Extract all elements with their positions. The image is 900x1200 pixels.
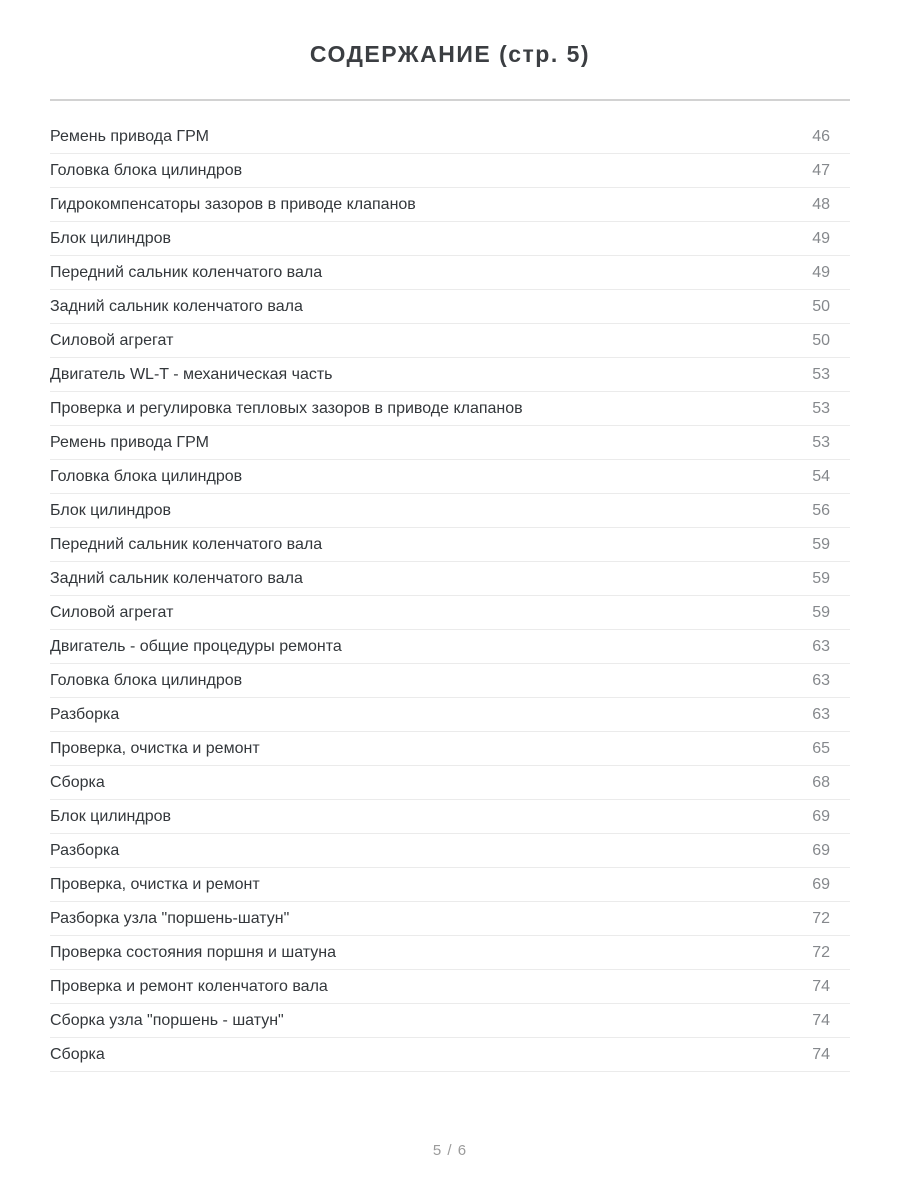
toc-entry-label: Передний сальник коленчатого вала — [50, 535, 323, 553]
toc-entry-label: Проверка и ремонт коленчатого вала — [50, 977, 328, 995]
toc-entry — [50, 562, 850, 596]
toc-entry-label: Ремень привода ГРМ — [50, 127, 209, 145]
toc-entry-page-number: 53 — [812, 365, 830, 383]
toc-entry-page-number: 59 — [812, 603, 830, 621]
toc-entry — [50, 392, 850, 426]
toc-entry-label: Сборка — [50, 773, 105, 791]
toc-entry-page-number: 74 — [812, 1011, 830, 1029]
toc-entry-label: Задний сальник коленчатого вала — [50, 569, 303, 587]
toc-entry-page-number: 49 — [812, 263, 830, 281]
toc-entry-page-number: 53 — [812, 433, 830, 451]
toc-entry-page-number: 59 — [812, 535, 830, 553]
toc-entry-label: Проверка и регулировка тепловых зазоров в приводе клапанов — [50, 399, 523, 417]
toc-entry — [50, 868, 850, 902]
toc-entry — [50, 902, 850, 936]
toc-entry-page-number: 49 — [812, 229, 830, 247]
toc-entry — [50, 256, 850, 290]
toc-entry-page-number: 50 — [812, 331, 830, 349]
toc-entry-page-number: 56 — [812, 501, 830, 519]
toc-entry-label: Проверка состояния поршня и шатуна — [50, 943, 337, 961]
toc-entry-page-number: 48 — [812, 195, 830, 213]
toc-entry-page-number: 72 — [812, 909, 830, 927]
toc-entry-page-number: 63 — [812, 705, 830, 723]
toc-entry — [50, 528, 850, 562]
toc-entry-label: Сборка — [50, 1045, 105, 1063]
toc-entry-page-number: 74 — [812, 1045, 830, 1063]
toc-entry-label: Проверка, очистка и ремонт — [50, 875, 260, 893]
toc-entry-page-number: 59 — [812, 569, 830, 587]
toc-entry-label: Разборка — [50, 841, 120, 859]
toc-entry-page-number: 54 — [812, 467, 830, 485]
toc-entry — [50, 732, 850, 766]
toc-entry — [50, 1038, 850, 1072]
toc-entry — [50, 494, 850, 528]
toc-entry-label: Разборка — [50, 705, 120, 723]
toc-entry-label: Проверка, очистка и ремонт — [50, 739, 260, 757]
toc-entry-page-number: 63 — [812, 637, 830, 655]
toc-entry-page-number: 50 — [812, 297, 830, 315]
toc-entry-label: Двигатель WL-T - механическая часть — [50, 365, 333, 383]
title-divider — [50, 99, 850, 101]
page-indicator: 5 / 6 — [432, 1142, 468, 1159]
toc-entry-label: Силовой агрегат — [50, 331, 174, 349]
toc-entry — [50, 596, 850, 630]
toc-entry-page-number: 69 — [812, 807, 830, 825]
toc-entry — [50, 324, 850, 358]
toc-entry-page-number: 63 — [812, 671, 830, 689]
toc-entry-label: Блок цилиндров — [50, 807, 172, 825]
toc-entry — [50, 664, 850, 698]
toc-entry-label: Головка блока цилиндров — [50, 671, 243, 689]
toc-entry — [50, 800, 850, 834]
toc-entry-page-number: 68 — [812, 773, 830, 791]
toc-entry-page-number: 65 — [812, 739, 830, 757]
toc-entry-page-number: 69 — [812, 875, 830, 893]
toc-entry — [50, 426, 850, 460]
page-title: СОДЕРЖАНИЕ (стр. 5) — [309, 41, 591, 67]
toc-entry-label: Головка блока цилиндров — [50, 467, 243, 485]
toc-list — [50, 120, 850, 1072]
toc-entry-label: Блок цилиндров — [50, 501, 172, 519]
toc-entry-page-number: 46 — [812, 127, 830, 145]
toc-entry — [50, 120, 850, 154]
toc-entry — [50, 222, 850, 256]
toc-entry-page-number: 74 — [812, 977, 830, 995]
toc-entry-label: Передний сальник коленчатого вала — [50, 263, 323, 281]
toc-entry — [50, 630, 850, 664]
toc-entry — [50, 290, 850, 324]
toc-entry — [50, 936, 850, 970]
toc-entry-label: Двигатель - общие процедуры ремонта — [50, 637, 342, 655]
toc-entry-label: Ремень привода ГРМ — [50, 433, 209, 451]
toc-entry-label: Головка блока цилиндров — [50, 161, 243, 179]
toc-entry — [50, 970, 850, 1004]
toc-entry-page-number: 47 — [812, 161, 830, 179]
toc-entry-label: Гидрокомпенсаторы зазоров в приводе клапанов — [50, 195, 416, 213]
toc-entry-label: Задний сальник коленчатого вала — [50, 297, 303, 315]
toc-entry-page-number: 53 — [812, 399, 830, 417]
toc-entry — [50, 1004, 850, 1038]
toc-entry-page-number: 69 — [812, 841, 830, 859]
toc-entry — [50, 358, 850, 392]
toc-entry — [50, 698, 850, 732]
toc-entry — [50, 766, 850, 800]
toc-entry — [50, 460, 850, 494]
toc-entry-label: Разборка узла "поршень-шатун" — [50, 909, 290, 927]
toc-entry — [50, 188, 850, 222]
toc-entry — [50, 834, 850, 868]
page-header — [50, 0, 850, 101]
toc-entry-label: Силовой агрегат — [50, 603, 174, 621]
toc-entry-label: Сборка узла "поршень - шатун" — [50, 1011, 284, 1029]
toc-entry-label: Блок цилиндров — [50, 229, 172, 247]
toc-entry — [50, 154, 850, 188]
toc-entry-page-number: 72 — [812, 943, 830, 961]
